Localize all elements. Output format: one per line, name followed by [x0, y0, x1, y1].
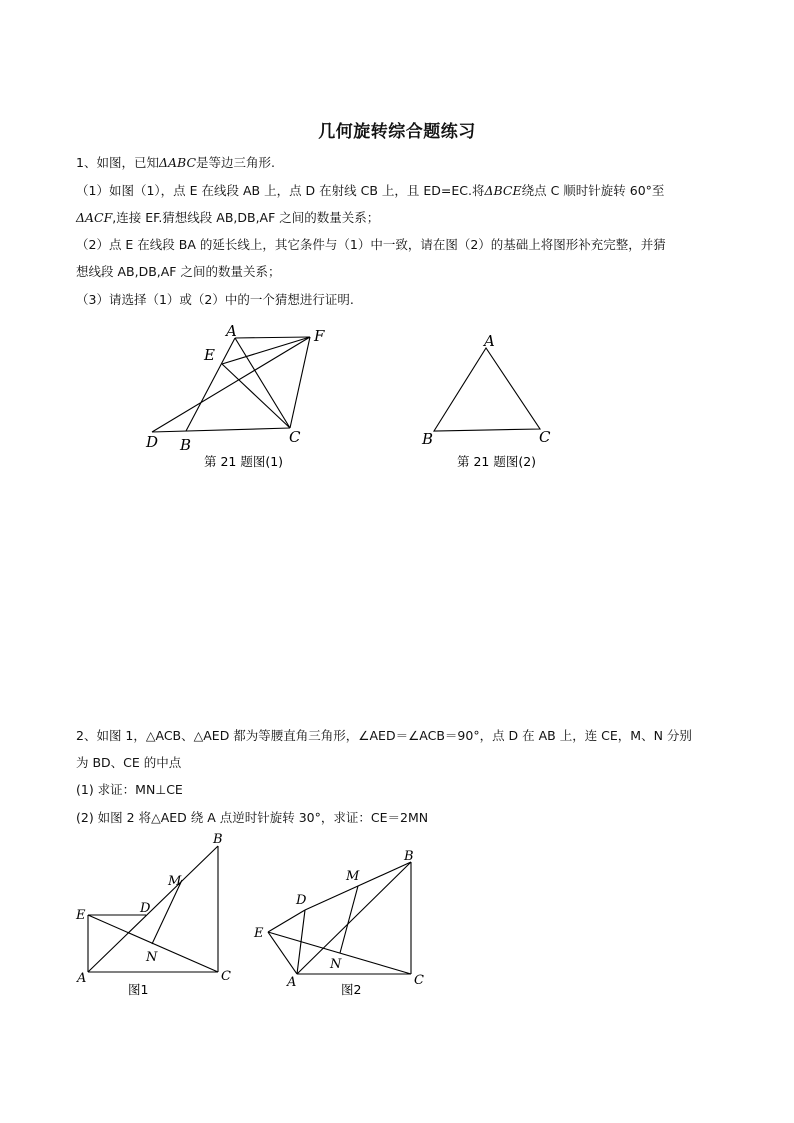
label-c: C	[221, 969, 231, 984]
q1-part1-text-c: ,连接 EF.猜想线段 AB,DB,AF 之间的数量关系；	[112, 210, 380, 225]
label-b: B	[404, 849, 414, 864]
segment-ea	[268, 932, 297, 974]
label-e: E	[76, 908, 86, 923]
q1-part1-triangle-bce: ΔBCE	[484, 183, 522, 198]
page-title: 几何旋转综合题练习	[318, 122, 476, 142]
q1-stem-text-a: 1、如图，已知	[76, 155, 159, 170]
q1-part3: （3）请选择（1）或（2）中的一个猜想进行证明.	[76, 292, 354, 307]
q2-part2: (2) 如图 2 将△AED 绕 A 点逆时针旋转 30°，求证：CE＝2MN	[76, 810, 429, 825]
q1-stem-text-b: 是等边三角形.	[196, 155, 275, 170]
q1-part2-line1: （2）点 E 在线段 BA 的延长线上，其它条件与（1）中一致，请在图（2）的基础上将图形补充完整，并猜	[76, 237, 666, 252]
label-c: C	[539, 428, 551, 446]
label-d: D	[296, 893, 307, 908]
q1-part1-text-b: 绕点 C 顺时针旋转 60°至	[521, 183, 665, 198]
label-b: B	[213, 832, 223, 847]
q1-part1-text-a: （1）如图（1），点 E 在线段 AB 上，点 D 在射线 CB 上，且 ED=EC.将	[76, 183, 485, 198]
figure-caption: 图1	[128, 982, 149, 997]
q2-stem-line2: 为 BD、CE 的中点	[76, 755, 182, 770]
label-n: N	[330, 957, 342, 972]
label-f: F	[314, 327, 325, 345]
label-m: M	[346, 869, 360, 884]
figure-caption: 第 21 题图(2)	[457, 454, 537, 469]
label-a: A	[226, 322, 237, 340]
segment-mn	[340, 886, 358, 953]
label-a: A	[484, 332, 495, 350]
label-e: E	[204, 346, 215, 364]
label-a: A	[77, 971, 87, 986]
label-c: C	[289, 428, 301, 446]
label-n: N	[146, 950, 158, 965]
figure-caption: 图2	[341, 982, 362, 997]
label-d: D	[146, 433, 159, 451]
q1-stem-triangle: ΔABC	[158, 155, 197, 170]
segment-de	[268, 910, 305, 932]
label-c: C	[414, 973, 424, 988]
figure-caption: 第 21 题图(1)	[204, 454, 284, 469]
label-d: D	[140, 901, 151, 916]
q2-part1: (1) 求证：MN⊥CE	[76, 782, 183, 797]
q1-part2-line2: 想线段 AB,DB,AF 之间的数量关系；	[76, 264, 281, 279]
label-e: E	[254, 926, 264, 941]
label-m: M	[168, 874, 182, 889]
label-b: B	[180, 436, 192, 454]
label-a: A	[287, 975, 297, 990]
q1-part1-triangle-acf: ΔACF	[76, 210, 113, 225]
q2-stem-line1: 2、如图 1，△ACB、△AED 都为等腰直角三角形，∠AED＝∠ACB＝90°，点 D 在 AB 上，连 CE，M、N 分别	[76, 728, 692, 743]
label-b: B	[422, 430, 434, 448]
